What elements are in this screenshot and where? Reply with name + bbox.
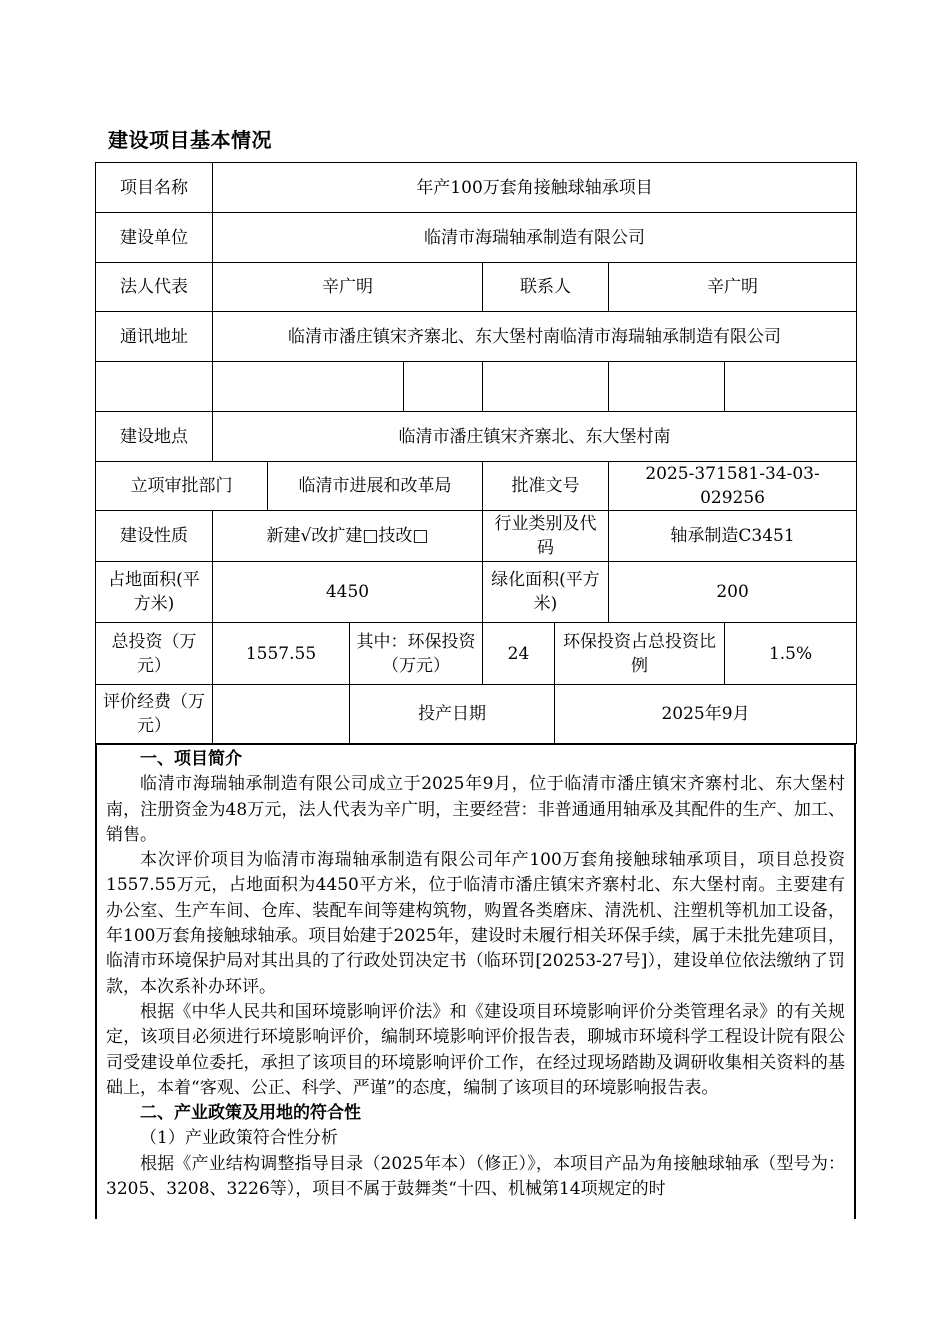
- value-unit: 临清市海瑞轴承制造有限公司: [213, 213, 857, 263]
- row-location: [96, 412, 857, 462]
- value-production-date: 2025年9月: [555, 685, 857, 744]
- intro-paragraph: 根据《中华人民共和国环境影响评价法》和《建设项目环境影响评价分类管理名录》的有关规定，该项目必须进行环境影响评价，编制环境影响评价报告表，聊城市环境科学工程设计院有限公司受建设单位委托，承担了该项目的环境影响评价工作，在经过现场踏勘及调研收集相关资料的基础上，本着“客观、公正、科学、严谨”的态度，编制了该项目的环境影响报告表。: [106, 1001, 845, 1098]
- value-env-ratio: 1.5%: [725, 623, 857, 685]
- row-project-name: [96, 163, 857, 213]
- empty-cell: [96, 362, 213, 412]
- row-investment: [96, 623, 857, 685]
- value-eval-fee: [213, 685, 350, 744]
- section-heading-intro: 一、项目简介: [140, 749, 242, 769]
- row-legal-rep: [96, 263, 857, 312]
- row-eval-fee: [96, 685, 857, 744]
- label-eval-fee: 评价经费（万元）: [96, 685, 213, 744]
- row-approval: [96, 462, 857, 511]
- value-location: 临清市潘庄镇宋齐寨北、东大堡村南: [213, 412, 857, 462]
- empty-cell: [609, 362, 725, 412]
- value-project-name: 年产100万套角接触球轴承项目: [213, 163, 857, 213]
- label-address: 通讯地址: [96, 312, 213, 362]
- empty-cell: [213, 362, 404, 412]
- value-green: 200: [609, 562, 857, 623]
- label-production-date: 投产日期: [350, 685, 555, 744]
- label-env-ratio: 环保投资占总投资比例: [555, 623, 725, 685]
- row-unit: [96, 213, 857, 263]
- intro-paragraph: 本次评价项目为临清市海瑞轴承制造有限公司年产100万套角接触球轴承项目，项目总投资1557.55万元，占地面积为4450平方米，位于临清市潘庄镇宋齐寨村北、东大堡村南。主要建有办公室、生产车间、仓库、装配车间等建构筑物，购置各类磨床、清洗机、注塑机等机加工设备，年100万套角接触球轴承。项目始建于2025年，建设时未履行相关环保手续，属于未批先建项目，临清市环境保护局对其出具的了行政处罚决定书（临环罚[20253-27号]），建设单位依法缴纳了罚款，本次系补办环评。: [106, 850, 845, 997]
- row-nature: [96, 511, 857, 562]
- label-green: 绿化面积(平方米): [483, 562, 609, 623]
- value-env-invest: 24: [483, 623, 555, 685]
- empty-cell: [483, 362, 609, 412]
- value-industry: 轴承制造C3451: [609, 511, 857, 562]
- label-approval-no: 批准文号: [483, 462, 609, 511]
- project-intro-section: [95, 743, 856, 1219]
- value-area: 4450: [213, 562, 483, 623]
- row-address: [96, 312, 857, 362]
- value-address: 临清市潘庄镇宋齐寨北、东大堡村南临清市海瑞轴承制造有限公司: [213, 312, 857, 362]
- label-env-invest: 其中：环保投资（万元）: [350, 623, 483, 685]
- label-project-name: 项目名称: [96, 163, 213, 213]
- section-heading-policy: 二、产业政策及用地的符合性: [140, 1103, 361, 1124]
- empty-cell: [404, 362, 483, 412]
- label-location: 建设地点: [96, 412, 213, 462]
- label-approval-dept: 立项审批部门: [96, 462, 268, 511]
- label-nature: 建设性质: [96, 511, 213, 562]
- value-nature: 新建√改扩建□技改□: [213, 511, 483, 562]
- label-industry: 行业类别及代码: [483, 511, 609, 562]
- project-info-table: [95, 162, 857, 744]
- label-unit: 建设单位: [96, 213, 213, 263]
- value-invest: 1557.55: [213, 623, 350, 685]
- page-title: 建设项目基本情况: [108, 128, 272, 152]
- value-contact: 辛广明: [609, 263, 857, 312]
- empty-cell: [725, 362, 857, 412]
- value-legal-rep: 辛广明: [213, 263, 483, 312]
- row-area: [96, 562, 857, 623]
- subsection-heading: （1）产业政策符合性分析: [140, 1128, 338, 1149]
- label-contact: 联系人: [483, 263, 609, 312]
- label-legal-rep: 法人代表: [96, 263, 213, 312]
- value-approval-dept: 临清市进展和改革局: [268, 462, 483, 511]
- label-area: 占地面积(平方米): [96, 562, 213, 623]
- policy-paragraph: 根据《产业结构调整指导目录（2025年本）（修正）》，本项目产品为角接触球轴承（型号为：3205、3208、3226等），项目不属于鼓舞类“十四、机械第14项规定的时: [106, 1153, 845, 1200]
- value-approval-no: 2025-371581-34-03-029256: [609, 462, 857, 511]
- row-empty: [96, 362, 857, 412]
- label-invest: 总投资（万元）: [96, 623, 213, 685]
- intro-paragraph: 临清市海瑞轴承制造有限公司成立于2025年9月，位于临清市潘庄镇宋齐寨村北、东大堡村南，注册资金为48万元，法人代表为辛广明，主要经营：非普通通用轴承及其配件的生产、加工、销售。: [106, 774, 845, 845]
